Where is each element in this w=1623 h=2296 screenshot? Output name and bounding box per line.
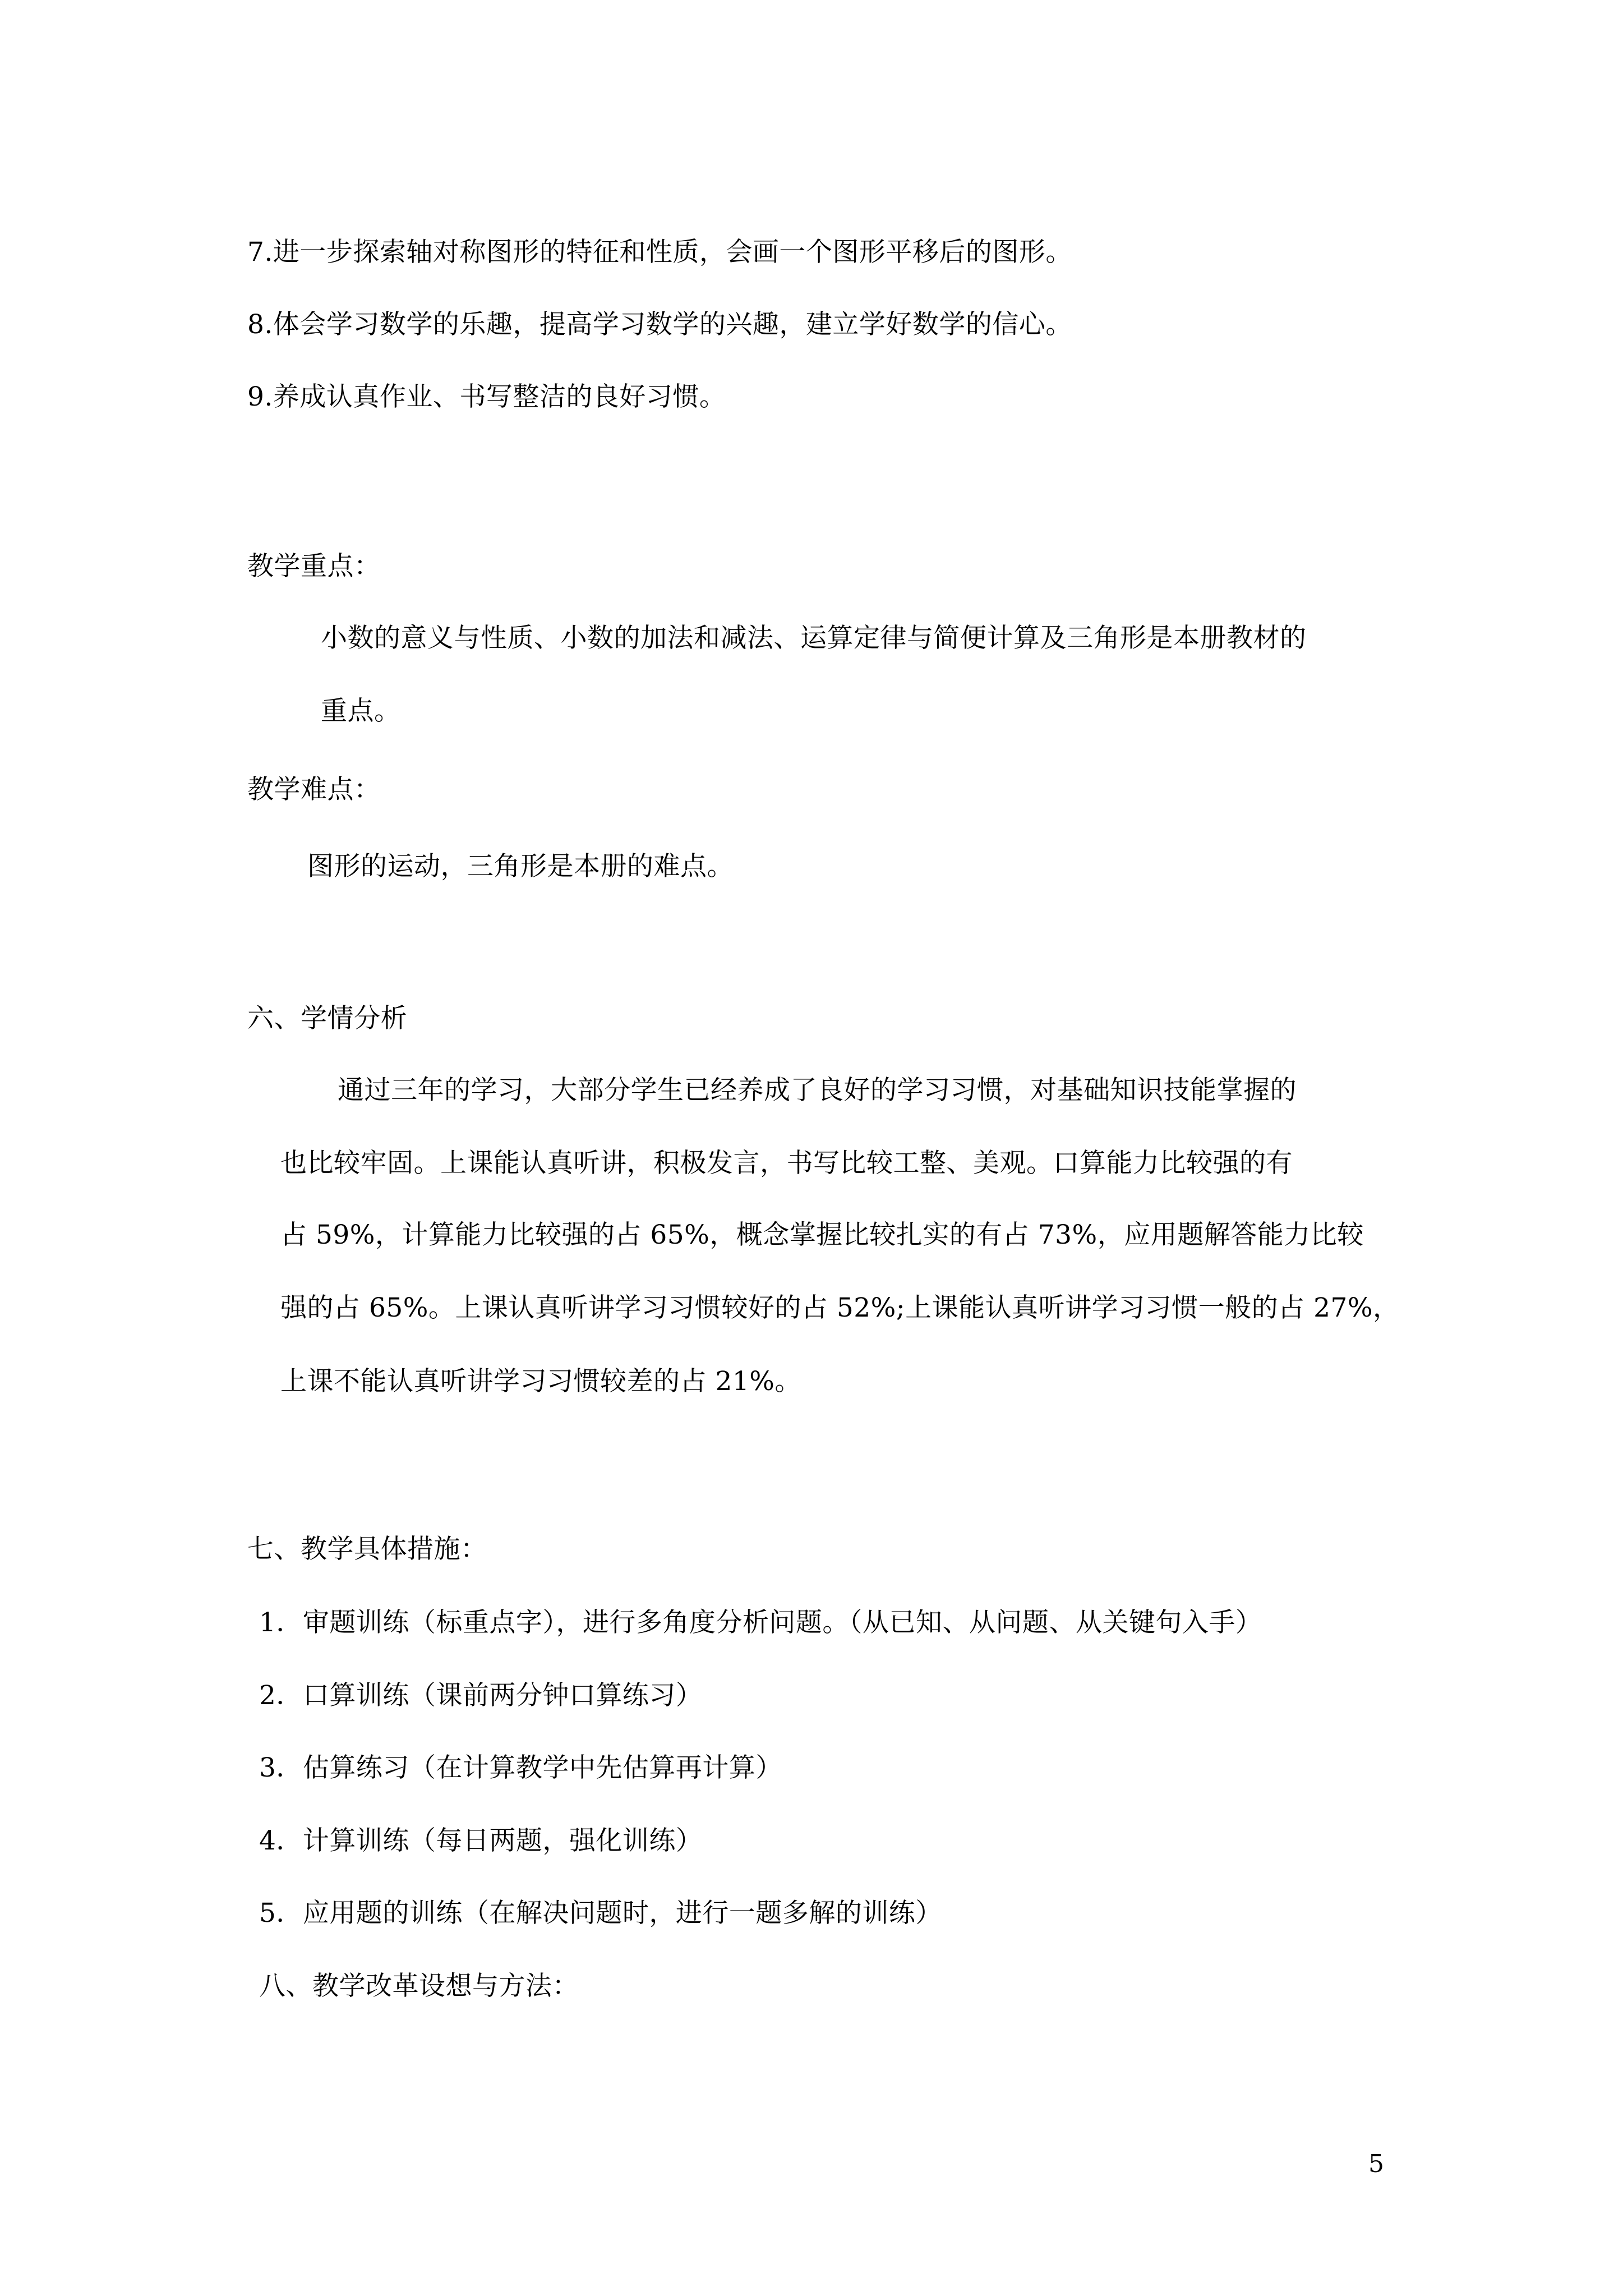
section-8-heading: 八、教学改革设想与方法：: [259, 1971, 579, 2001]
objective-item-9: 9.养成认真作业、书写整洁的良好习惯。: [247, 381, 726, 412]
measure-item: 2．口算训练（课前两分钟口算练习）: [259, 1680, 703, 1711]
section-6-line: 也比较牢固。上课能认真听讲，积极发言，书写比较工整、美观。口算能力比较强的有: [280, 1148, 1293, 1179]
measure-item: 4．计算训练（每日两题，强化训练）: [259, 1825, 703, 1856]
difficulties-heading: 教学难点：: [247, 774, 381, 805]
measure-item: 5．应用题的训练（在解决问题时，进行一题多解的训练）: [259, 1898, 942, 1929]
section-7-heading: 七、教学具体措施：: [247, 1534, 487, 1565]
measure-item: 3．估算练习（在计算教学中先估算再计算）: [259, 1752, 782, 1783]
section-6-line: 通过三年的学习，大部分学生已经养成了良好的学习习惯，对基础知识技能掌握的: [338, 1075, 1297, 1106]
section-6-heading: 六、学情分析: [247, 1003, 407, 1034]
key-points-line-2: 重点。: [321, 696, 401, 726]
key-points-heading: 教学重点：: [247, 551, 381, 582]
section-6-line: 上课不能认真听讲学习习惯较差的占 21%。: [280, 1366, 801, 1397]
page-number: 5: [1368, 2150, 1384, 2178]
section-6-line: 强的占 65%。上课认真听讲学习习惯较好的占 52%;上课能认真听讲学习习惯一般的占 27%，: [280, 1292, 1400, 1323]
difficulties-text: 图形的运动，三角形是本册的难点。: [307, 851, 734, 882]
objective-item-7: 7.进一步探索轴对称图形的特征和性质，会画一个图形平移后的图形。: [247, 237, 1072, 268]
objective-item-8: 8.体会学习数学的乐趣，提高学习数学的兴趣，建立学好数学的信心。: [247, 309, 1072, 340]
measure-item: 1．审题训练（标重点字），进行多角度分析问题。（从已知、从问题、从关键句入手）: [259, 1607, 1262, 1638]
key-points-line-1: 小数的意义与性质、小数的加法和减法、运算定律与简便计算及三角形是本册教材的: [321, 623, 1307, 654]
section-6-line: 占 59%，计算能力比较强的占 65%，概念掌握比较扎实的有占 73%，应用题解答能力比较: [280, 1220, 1364, 1250]
